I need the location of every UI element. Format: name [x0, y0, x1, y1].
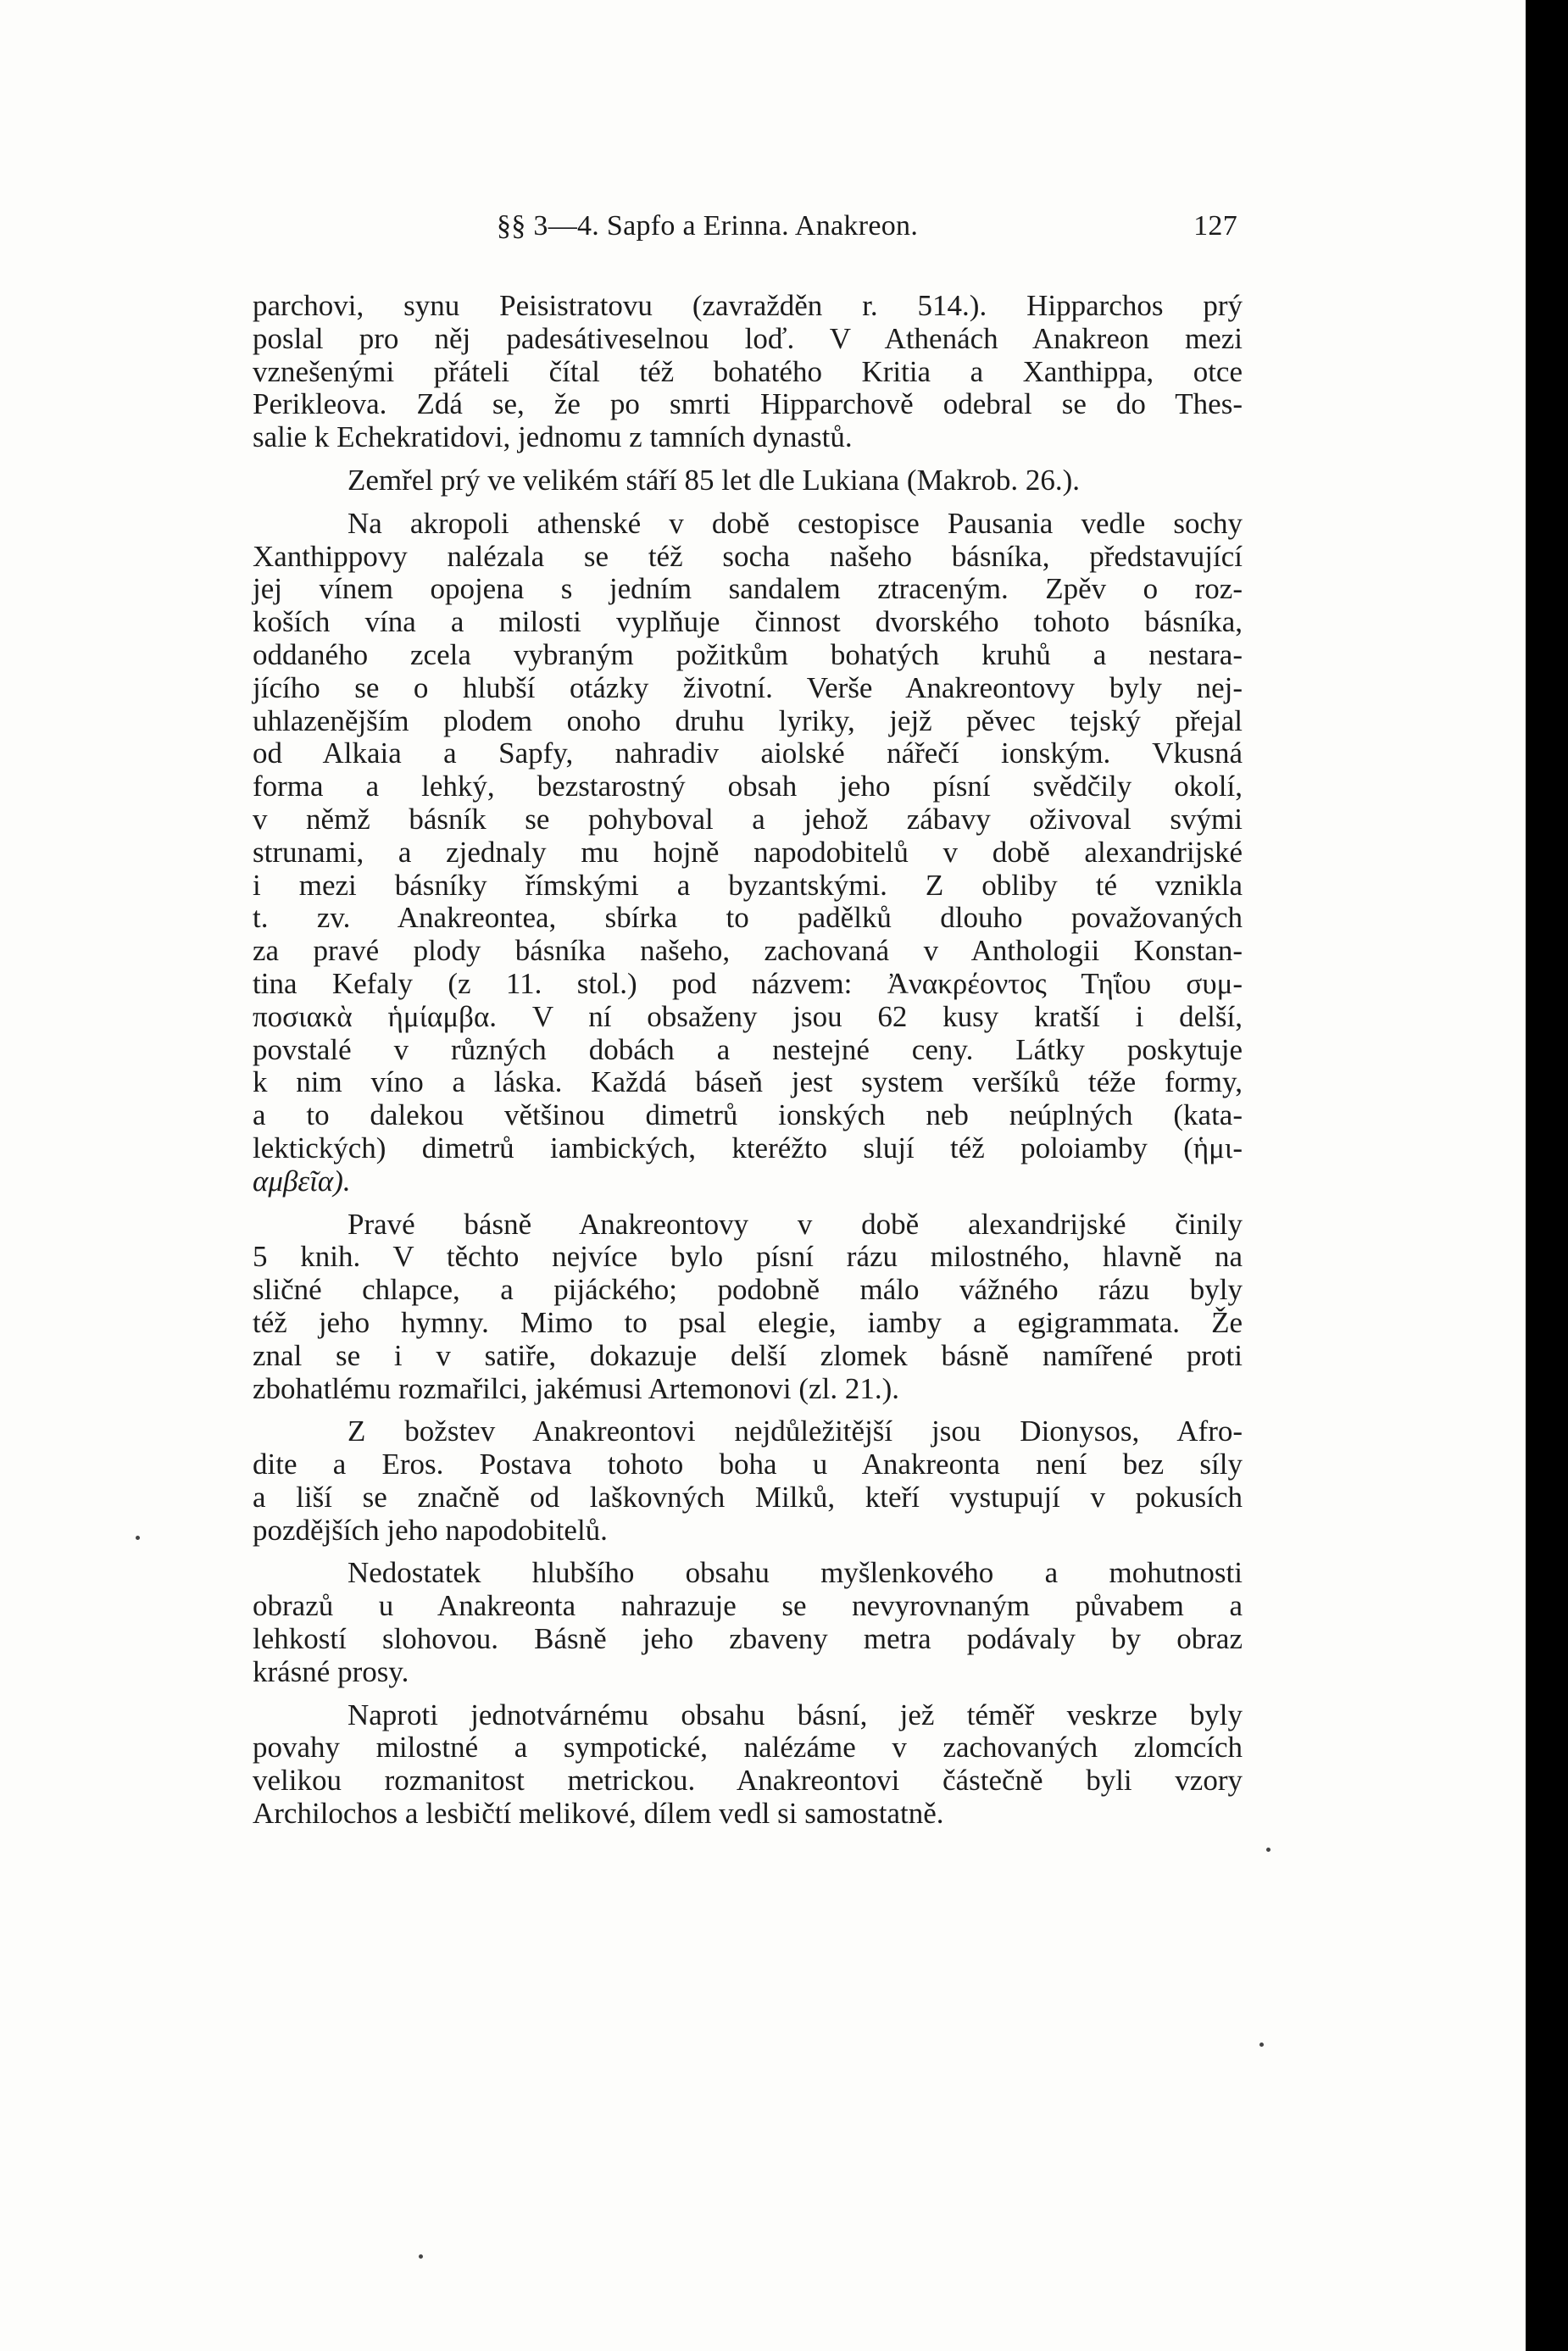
speck — [1266, 1848, 1271, 1852]
text-line: strunami, a zjednaly mu hojně napodobitelů v době alexandrijské — [253, 835, 1243, 869]
text-line: v němž básník se pohyboval a jehož zábavy oživoval svými — [253, 802, 1243, 836]
text-line: znal se i v satiře, dokazuje delší zlomek básně namířené proti — [253, 1338, 1243, 1372]
text-line: forma a lehký, bezstarostný obsah jeho písní svědčily okolí, — [253, 770, 1243, 803]
paragraph — [253, 1699, 1243, 1831]
text-line: ποσιακὰ ἡμίαμβα. V ní obsaženy jsou 62 kusy kratší i delší, — [253, 999, 1243, 1033]
text-line: Archilochos a lesbičtí melikové, dílem vedl si samostatně. — [253, 1797, 944, 1831]
text-line: jej vínem opojena s jedním sandalem ztraceným. Zpěv o roz- — [253, 572, 1243, 606]
text-line: poslal pro něj padesátiveselnou loď. V Athenách Anakreon mezi — [253, 321, 1243, 355]
text-line: Nedostatek hlubšího obsahu myšlenkového a mohutnosti — [348, 1556, 1243, 1590]
text-line: Na akropoli athenské v době cestopisce Pausania vedle sochy — [348, 506, 1243, 540]
text-line: dite a Eros. Postava tohoto boha u Anakreonta není bez síly — [253, 1448, 1243, 1481]
text-line: za pravé plody básníka našeho, zachovaná v Anthologii Konstan- — [253, 934, 1243, 968]
text-line: αμβεῖα). — [253, 1164, 351, 1198]
text-line: Zemřel prý ve velikém stáří 85 let dle Lukiana (Makrob. 26.). — [348, 463, 1081, 497]
text-line: k nim víno a láska. Každá báseň jest system veršíků téže formy, — [253, 1065, 1243, 1099]
scan-border — [1526, 0, 1568, 2351]
text-line: Pravé básně Anakreontovy v době alexandrijské činily — [348, 1207, 1243, 1241]
body-text — [253, 290, 1243, 1841]
text-line: lektických) dimetrů iambických, kteréžto slují též poloiamby (ἡμι- — [253, 1131, 1243, 1164]
text-line: jícího se o hlubší otázky životní. Verše Anakreontovy byly nej- — [253, 670, 1243, 704]
text-line: Z božstev Anakreontovi nejdůležitější jsou Dionysos, Afro- — [348, 1414, 1243, 1448]
paragraph — [253, 290, 1243, 454]
text-line: salie k Echekratidovi, jednomu z tamních dynastů. — [253, 420, 853, 454]
text-line: Naproti jednotvárnému obsahu básní, jež téměř veskrze byly — [348, 1698, 1243, 1731]
text-line: sličné chlapce, a pijáckého; podobně málo vážného rázu byly — [253, 1273, 1243, 1307]
speck — [136, 1536, 140, 1540]
text-line: 5 knih. V těchto nejvíce bylo písní rázu milostného, hlavně na — [253, 1240, 1243, 1274]
text-line: Xanthippovy nalézala se též socha našeho básníka, představující — [253, 539, 1243, 573]
text-line: zbohatlému rozmařilci, jakémusi Artemonovi (zl. 21.). — [253, 1371, 899, 1405]
text-line: pozdějších jeho napodobitelů. — [253, 1513, 608, 1547]
paragraph — [253, 1557, 1243, 1688]
text-line: obrazů u Anakreonta nahrazuje se nevyrovnaným půvabem a — [253, 1589, 1243, 1623]
paragraph — [253, 1415, 1243, 1547]
running-title: §§ 3—4. Sapfo a Erinna. Anakreon. — [497, 210, 919, 242]
text-line: od Alkaia a Sapfy, nahradiv aiolské nářečí ionským. Vkusná — [253, 736, 1243, 770]
text-line: též jeho hymny. Mimo to psal elegie, iamby a egigrammata. Že — [253, 1305, 1243, 1339]
text-line: parchovi, synu Peisistratovu (zavražděn r. 514.). Hipparchos prý — [253, 289, 1243, 322]
paragraph — [253, 464, 1243, 497]
text-line: i mezi básníky římskými a byzantskými. Z obliby té vznikla — [253, 868, 1243, 902]
text-line: lehkostí slohovou. Básně jeho zbaveny metra podávaly by obraz — [253, 1622, 1243, 1656]
speck — [1259, 2043, 1264, 2047]
paragraph — [253, 508, 1243, 1198]
text-line: povstalé v různých dobách a nestejné ceny. Látky poskytuje — [253, 1032, 1243, 1066]
text-line: oddaného zcela vybraným požitkům bohatých kruhů a nestara- — [253, 637, 1243, 671]
text-line: a liší se značně od laškovných Milků, kteří vystupují v pokusích — [253, 1480, 1243, 1514]
text-line: povahy milostné a sympotické, nalézáme v zachovaných zlomcích — [253, 1731, 1243, 1765]
text-line: Perikleova. Zdá se, že po smrti Hipparchově odebral se do Thes- — [253, 387, 1243, 421]
text-line: a to dalekou většinou dimetrů ionských neb neúplných (kata- — [253, 1098, 1243, 1132]
page-number: 127 — [1193, 210, 1237, 242]
text-line: uhlazenějším plodem onoho druhu lyriky, jejž pěvec tejský přejal — [253, 703, 1243, 737]
text-line: t. zv. Anakreontea, sbírka to padělků dlouho považovaných — [253, 901, 1243, 935]
paragraph — [253, 1209, 1243, 1406]
speck — [419, 2254, 423, 2259]
text-line: tina Kefaly (z 11. stol.) pod názvem: Ἀνακρέοντος Τηΐου συμ- — [253, 966, 1243, 1000]
text-line: vznešenými přáteli čítal též bohatého Kritia a Xanthippa, otce — [253, 354, 1243, 388]
text-line: krásné prosy. — [253, 1654, 409, 1688]
text-line: velikou rozmanitost metrickou. Anakreontovi částečně byli vzory — [253, 1764, 1243, 1798]
text-line: koších vína a milosti vyplňuje činnost dvorského tohoto básníka, — [253, 605, 1243, 639]
